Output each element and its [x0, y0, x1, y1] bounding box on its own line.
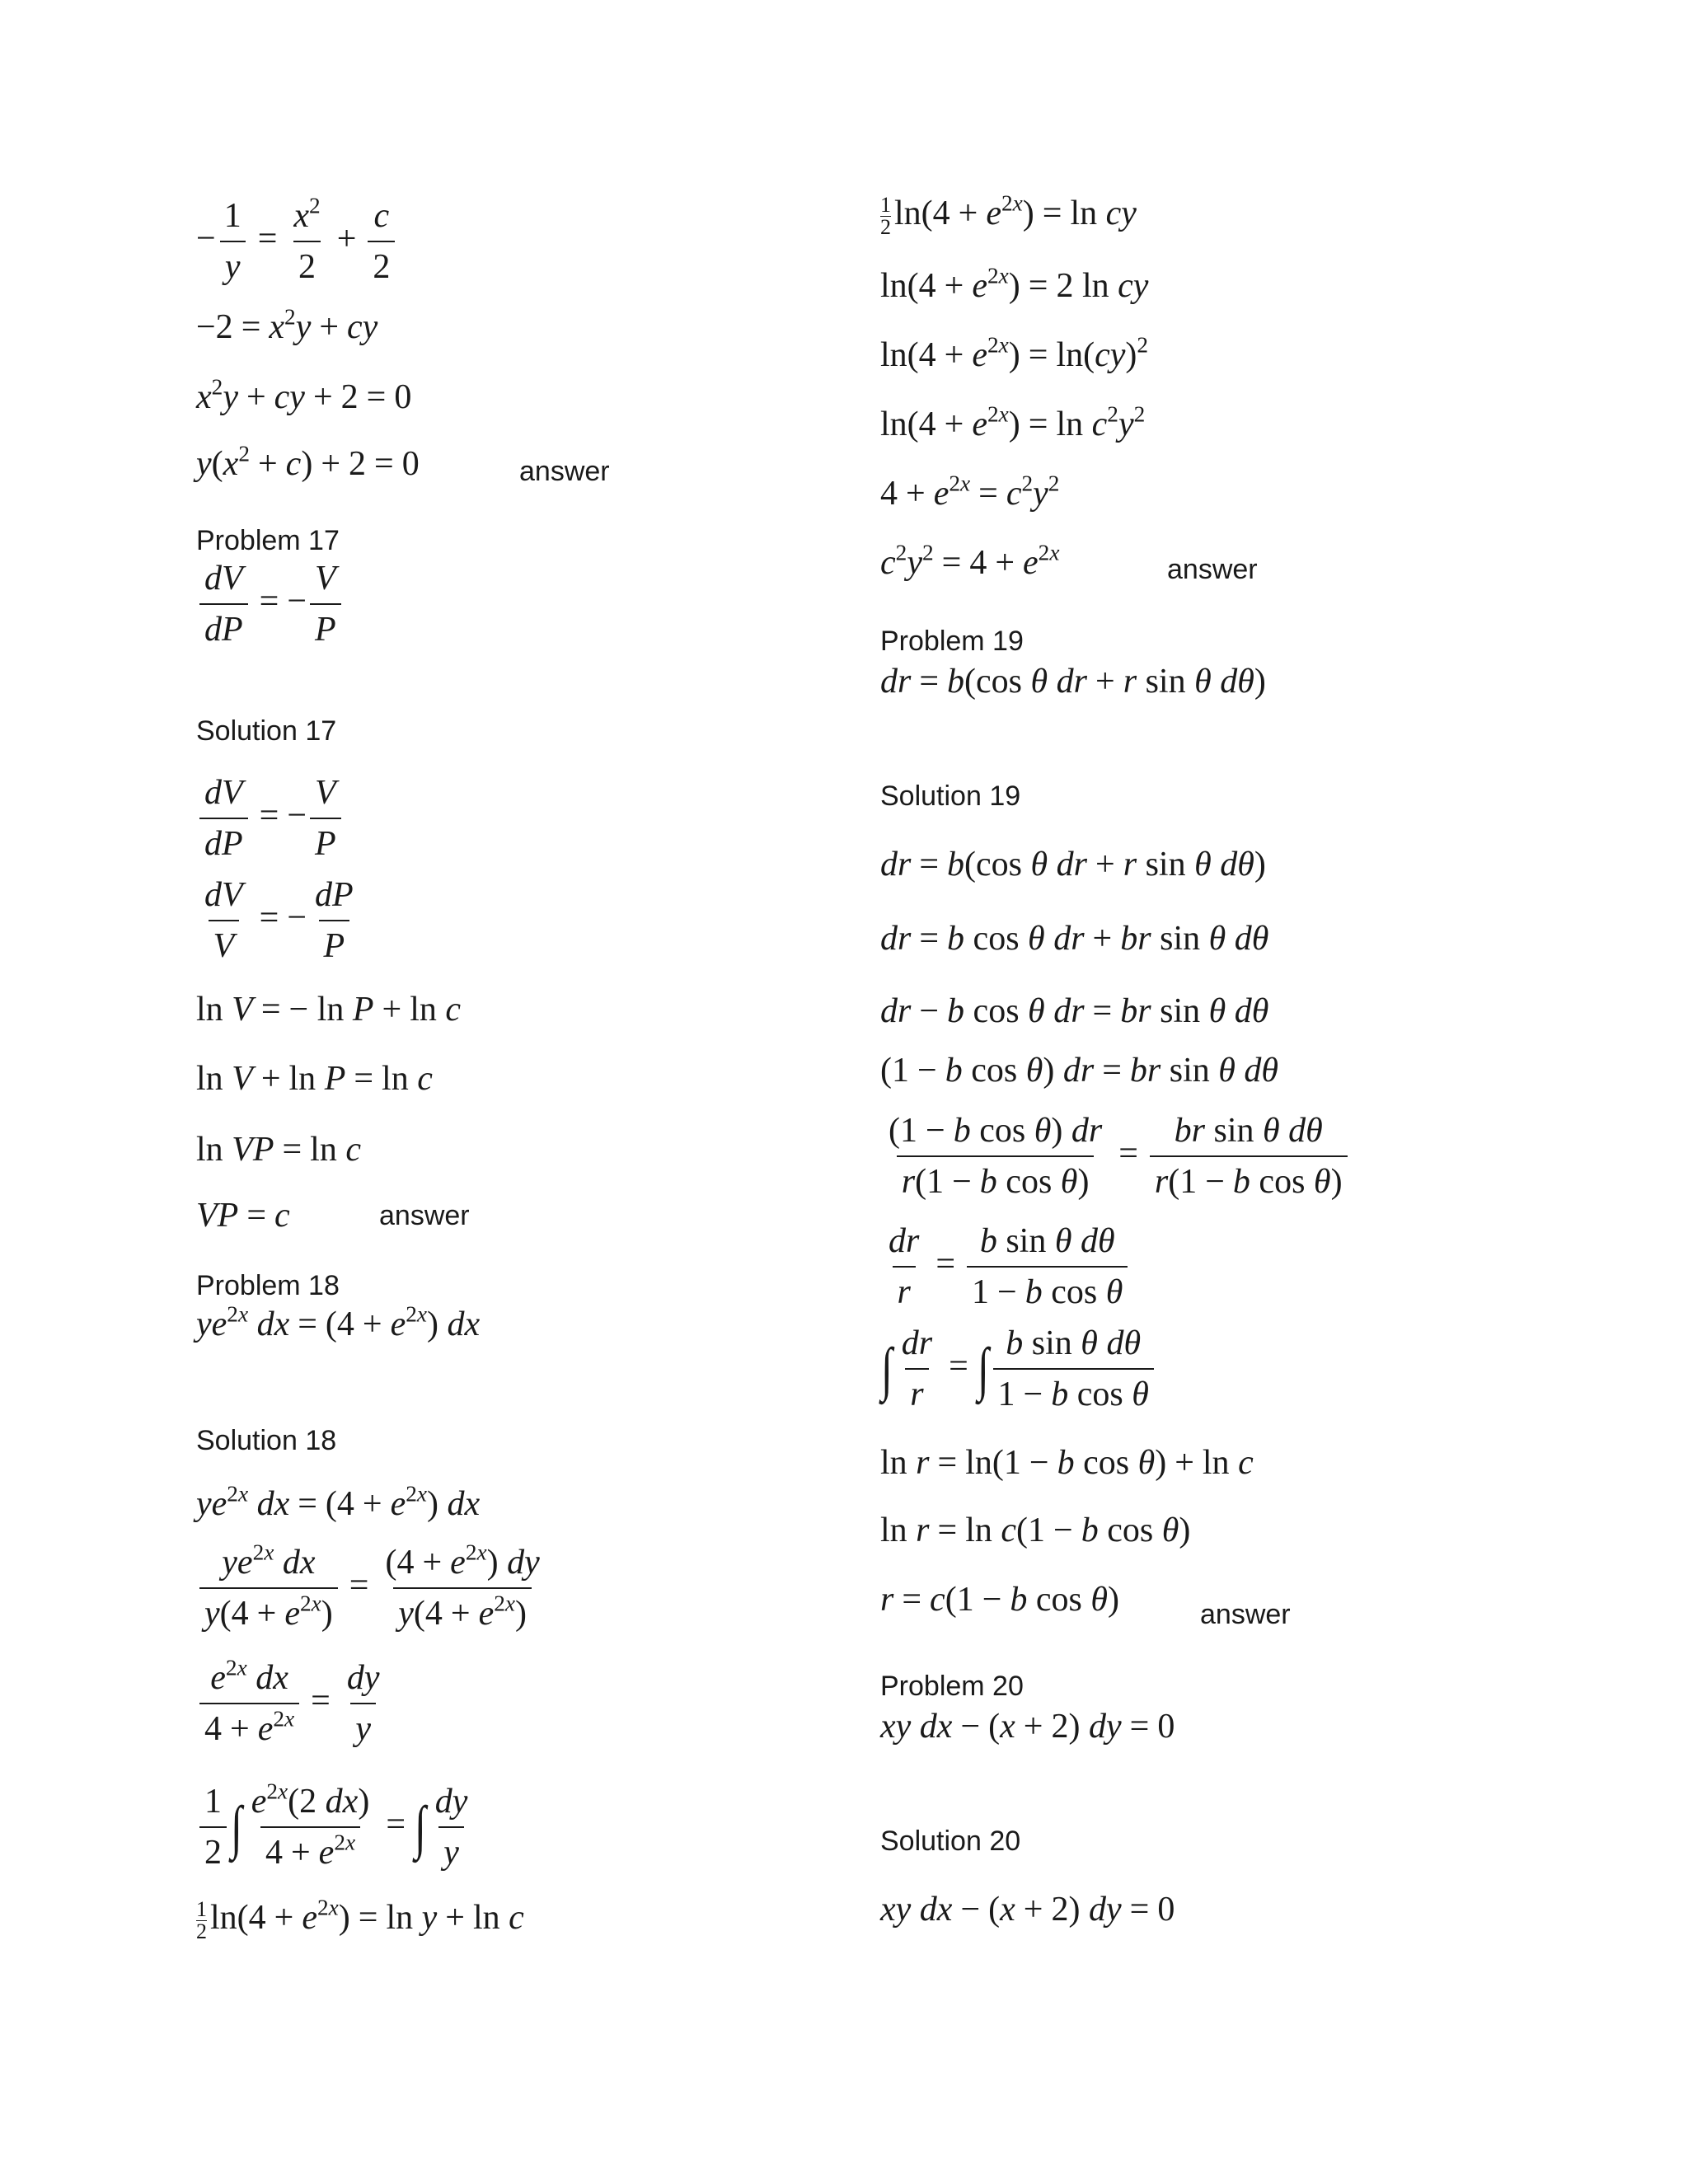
solution-19-step-10: r = c(1 − b cos θ) — [880, 1581, 1120, 1619]
equation-minus-2: $-2 = x^2y$ + cy — [196, 304, 378, 346]
solution-18-step-4: $\frac{1}{2}$ ∫ $\frac{e^{2x}(2 dx)}{4 + e^{2x}}$ = ∫ $\frac{dy}{y}$ — [196, 1780, 476, 1874]
solution-19-step-1: dr = b(cos θ dr + r sin θ dθ) — [880, 846, 1266, 883]
answer-label: answer — [519, 456, 610, 487]
problem-19-title: Problem 19 — [880, 626, 1024, 657]
solution-19-step-6: $\frac{dr}{r}$ = $\frac{\text{b sin θ dθ}}{\text{1 − b cos θ}}$ — [880, 1220, 1131, 1314]
solution-17-step-3: ln V = − ln P + ln c — [196, 991, 462, 1029]
solution-19-step-3: dr − b cos θ dr = br sin θ dθ — [880, 992, 1269, 1030]
problem-20-title: Problem 20 — [880, 1671, 1024, 1702]
solution-19-step-4: (1 − b cos θ) dr = br sin θ dθ — [880, 1052, 1279, 1090]
solution-17-step-2: $\frac{dV}{V}$ = − $\frac{dP}{P}$ — [196, 874, 362, 968]
problem-18-title: Problem 18 — [196, 1270, 340, 1301]
solution-17-step-6: VP = c — [196, 1197, 290, 1235]
solution-18-step-8: $\ln(4 + e^{2x}) = \ln(cy)^2$ — [880, 332, 1149, 374]
solution-17-step-1: $\frac{dV}{dP}$ = − $\frac{V}{P}$ — [196, 771, 345, 865]
answer-label: answer — [379, 1200, 470, 1231]
solution-19-step-2: dr = b cos θ dr + br sin θ dθ — [880, 920, 1269, 958]
solution-19-step-7: ∫ $\frac{dr}{r}$ = ∫ $\frac{\text{b sin θ dθ}}{\text{1 − b cos θ}}$ — [880, 1322, 1157, 1416]
solution-20-title: Solution 20 — [880, 1825, 1021, 1857]
equation-minus-1-over-y: − $\frac{1}{y}$ = $\frac{x^2}{2}$ + $\frac{c}{2}$ — [196, 194, 398, 288]
solution-19-step-9: ln r = ln c(1 − b cos θ) — [880, 1511, 1191, 1549]
problem-17-title: Problem 17 — [196, 525, 340, 556]
solution-17-title: Solution 17 — [196, 715, 337, 747]
solution-18-step-10: $4 + e^{2x} = c^2y^2$ — [880, 471, 1060, 513]
solution-18-step-11: $c^2y^2 = 4 + e^{2x}$ — [880, 540, 1060, 582]
solution-17-step-5: ln VP = ln c — [196, 1131, 361, 1169]
solution-18-title: Solution 18 — [196, 1425, 337, 1456]
solution-18-step-1: $ye^{2x}$ dx = $(4 + e^{2x})$ dx — [196, 1481, 481, 1523]
solution-19-step-5: $\frac{\text{(1 − b cos θ) dr}}{\text{r(1 − b cos θ)}}$ = $\frac{\text{br sin θ dθ}}{\text{r(1 − b cos θ)}}$ — [880, 1109, 1351, 1203]
solution-18-step-5: $\frac{1}{2}$ $\ln(4 + e^{2x}) = \ln y + \ln c$ — [196, 1895, 524, 1943]
solution-18-step-6: $\frac{1}{2}$ $\ln(4 + e^{2x}) = \ln$ cy — [880, 190, 1137, 239]
solution-18-step-9: $\ln(4 + e^{2x}) = \ln c^2y^2$ — [880, 401, 1146, 443]
problem-19-equation: dr = b(cos θ dr + r sin θ dθ) — [880, 663, 1266, 701]
problem-18-equation: $ye^{2x}$ dx = $(4 + e^{2x})$ dx — [196, 1301, 481, 1343]
solution-18-step-2: $\frac{ye^{2x} dx}{y(4 + e^{2x})}$ = $\frac{(4 + e^{2x}) dy}{y(4 + e^{2x})}$ — [196, 1541, 548, 1635]
problem-17-equation: $\frac{dV}{dP}$ = − $\frac{V}{P}$ — [196, 557, 345, 651]
solution-19-title: Solution 19 — [880, 780, 1021, 812]
problem-20-equation: xy dx − (x + 2) dy = 0 — [880, 1708, 1175, 1746]
equation-factored: $y(x^2 + c) + 2 = 0$ — [196, 441, 420, 483]
solution-19-step-8: ln r = ln(1 − b cos θ) + ln c — [880, 1444, 1254, 1482]
solution-18-step-3: $\frac{e^{2x} dx}{4 + e^{2x}}$ = $\frac{dy}{y}$ — [196, 1657, 387, 1750]
solution-20-step-1: xy dx − (x + 2) dy = 0 — [880, 1891, 1175, 1929]
answer-label: answer — [1200, 1599, 1291, 1630]
equation-x2y-cy-2: $x^2y$ + cy + 2 = 0 — [196, 374, 412, 416]
answer-label: answer — [1167, 554, 1258, 585]
solution-18-step-7: $\ln(4 + e^{2x}) = 2$ ln cy — [880, 263, 1149, 305]
solution-17-step-4: ln V + ln P = ln c — [196, 1060, 433, 1098]
